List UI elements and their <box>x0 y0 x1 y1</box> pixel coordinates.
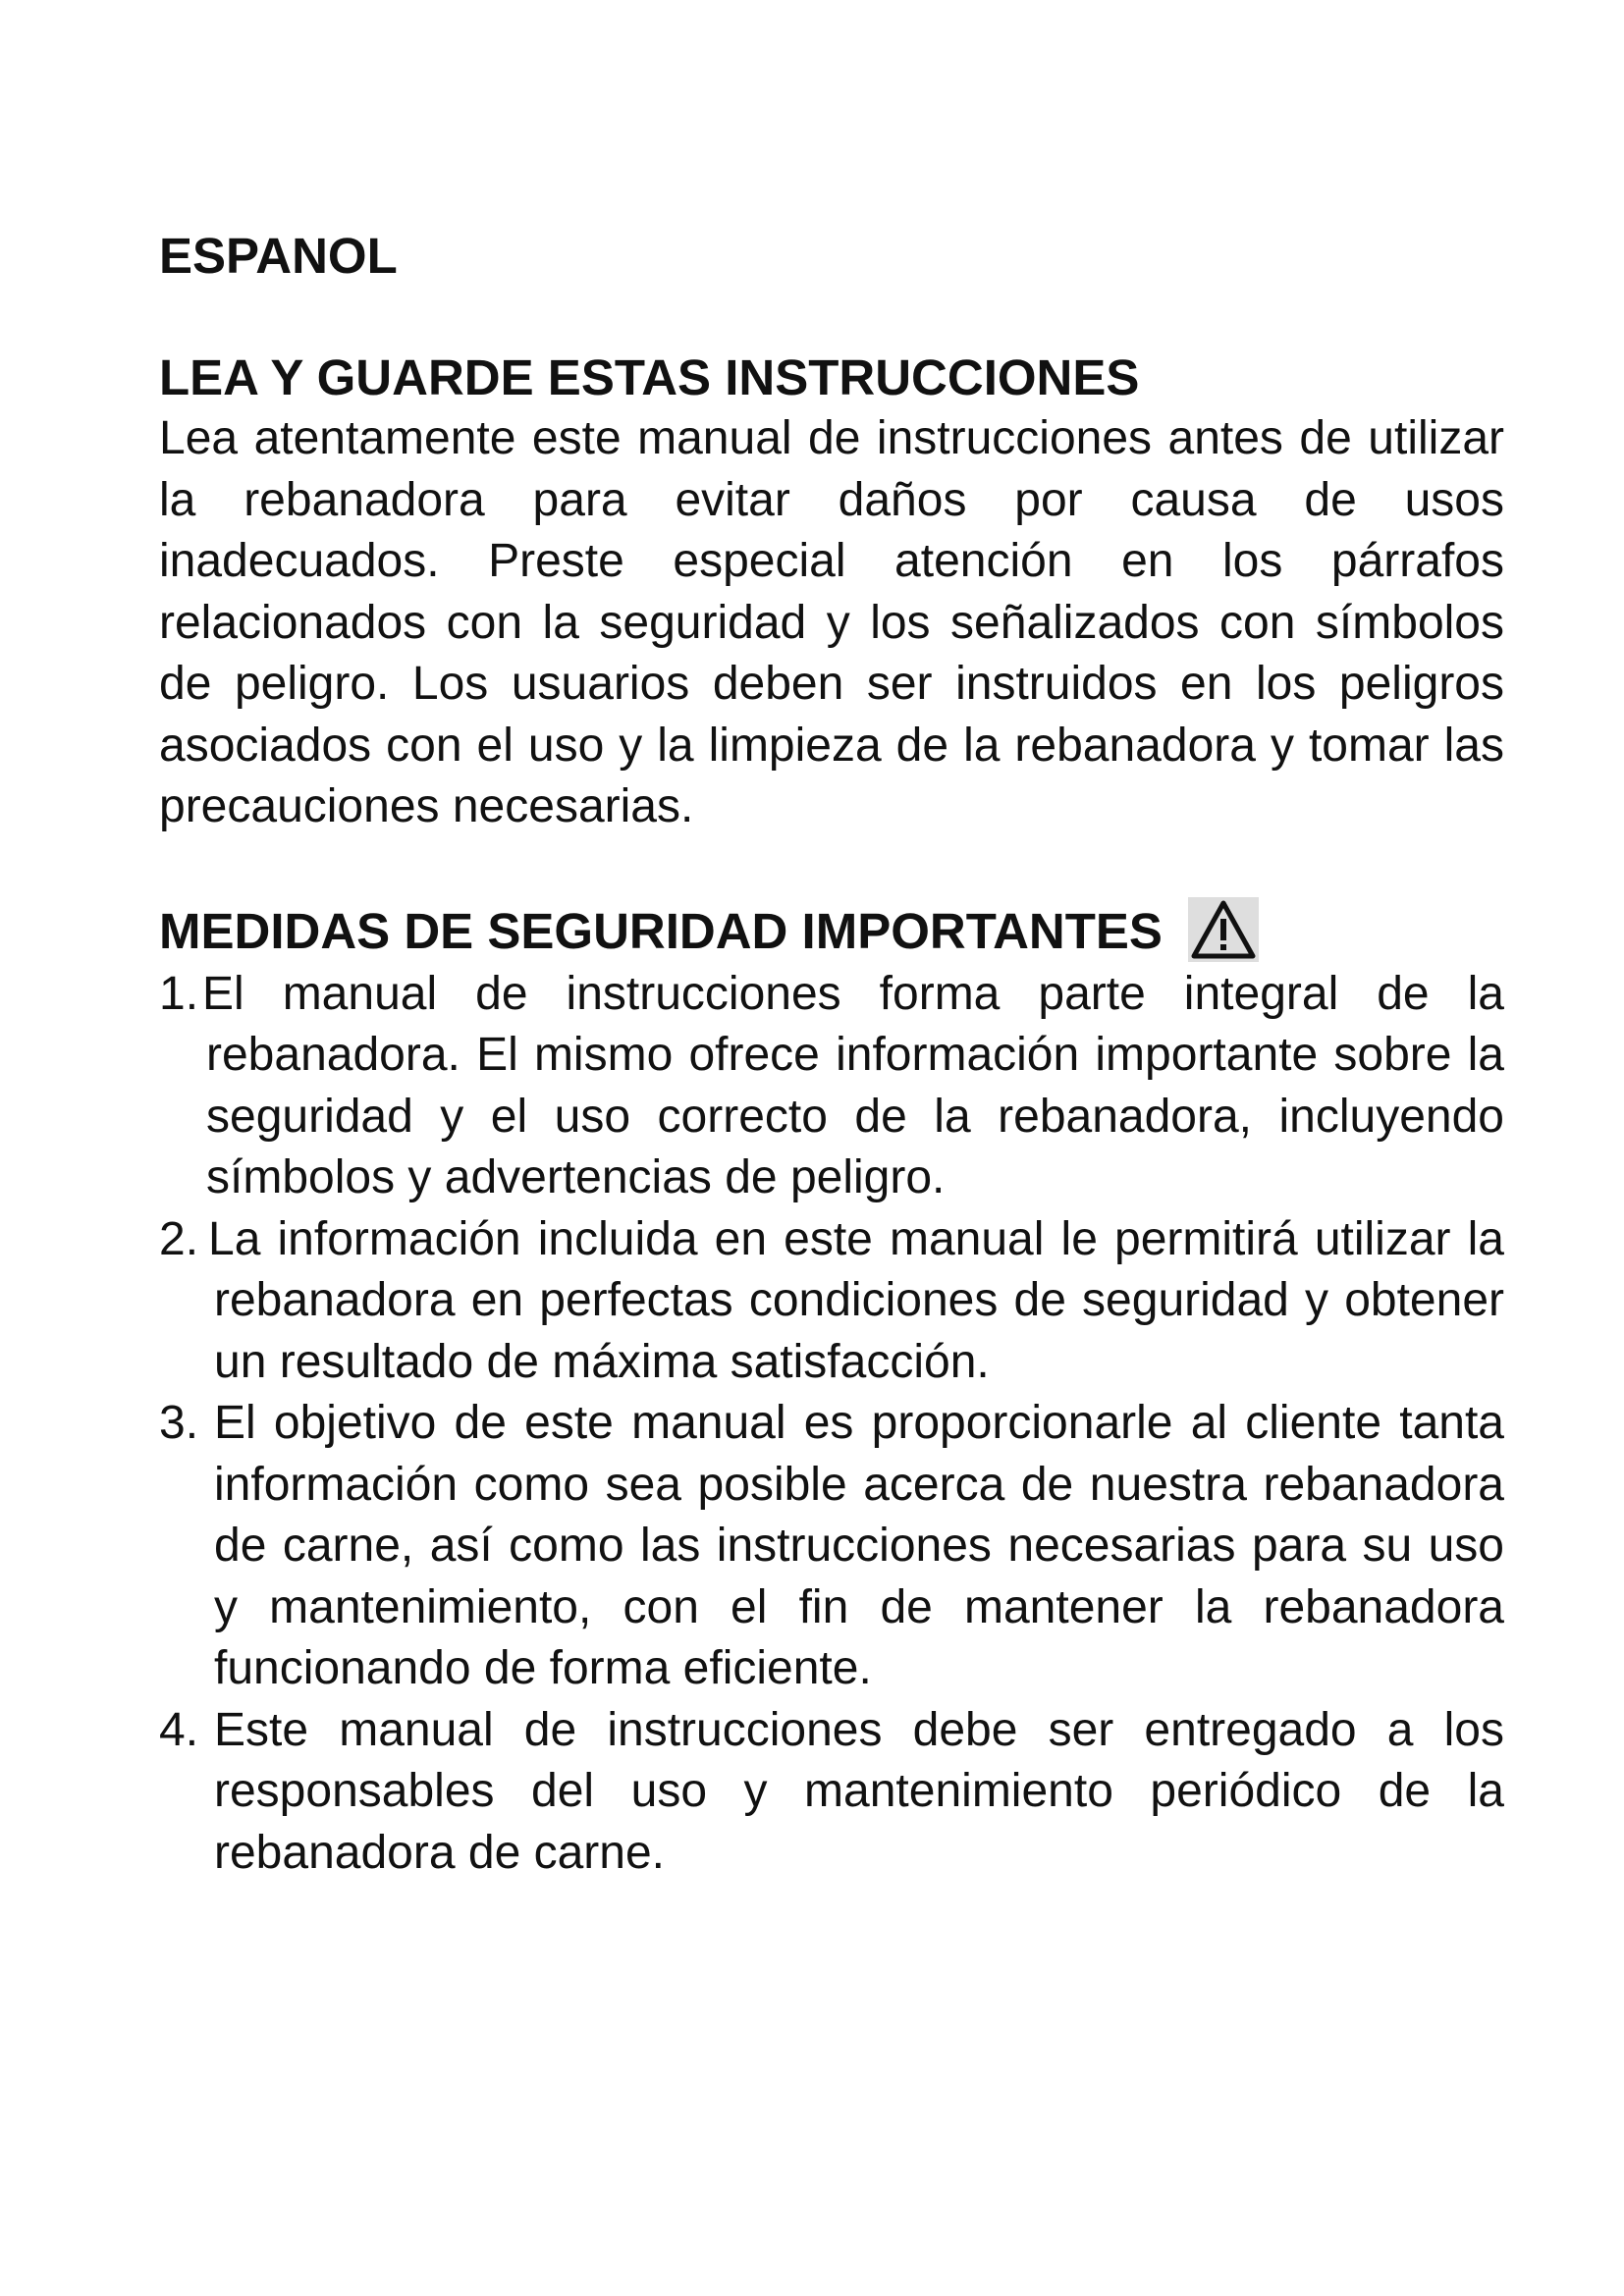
warning-triangle-icon <box>1188 897 1259 962</box>
list-item-text: Este manual de instrucciones debe ser entregado a los responsables del uso y mantenimiento periódico de la rebanadora de carne. <box>214 1703 1504 1879</box>
list-item <box>159 1393 1504 1700</box>
list-item-number: 2. <box>159 1212 199 1265</box>
section-heading-instructions: LEA Y GUARDE ESTAS INSTRUCCIONES <box>159 349 1140 405</box>
document-page <box>159 226 1504 1884</box>
list-item <box>159 1209 1504 1394</box>
intro-paragraph: Lea atentamente este manual de instrucciones antes de utilizar la rebanadora para evitar daños por causa de usos inadecuados. Preste especial atención en los párrafos relacionados con la seguridad y los señalizados con símbolos de peligro. Los usuarios deben ser instruidos en los peligros asociados con el uso y la limpieza de la rebanadora y tomar las precauciones necesarias. <box>159 412 1504 832</box>
section-heading-safety: MEDIDAS DE SEGURIDAD IMPORTANTES <box>159 902 1163 959</box>
safety-heading-row <box>159 899 1504 964</box>
list-item-number: 1. <box>159 967 199 1020</box>
list-item-number: 3. <box>159 1397 199 1449</box>
list-item-text: El objetivo de este manual es proporcionarle al cliente tanta información como sea posible acerca de nuestra rebanadora de carne, así como las instrucciones necesarias para su uso y mantenimiento, con el fin de mantener la rebanadora funcionando de forma eficiente. <box>214 1397 1504 1694</box>
list-item-number: 4. <box>159 1703 199 1756</box>
safety-list <box>159 964 1504 1885</box>
list-item-text: La información incluida en este manual le permitirá utilizar la rebanadora en perfectas condiciones de seguridad y obtener un resultado de máxima satisfacción. <box>208 1212 1504 1388</box>
list-item <box>159 964 1504 1209</box>
list-item-text: El manual de instrucciones forma parte integral de la rebanadora. El mismo ofrece información importante sobre la seguridad y el uso correcto de la rebanadora, incluyendo símbolos y advertencias de peligro. <box>202 967 1504 1203</box>
list-item <box>159 1700 1504 1885</box>
language-heading: ESPANOL <box>159 228 398 284</box>
